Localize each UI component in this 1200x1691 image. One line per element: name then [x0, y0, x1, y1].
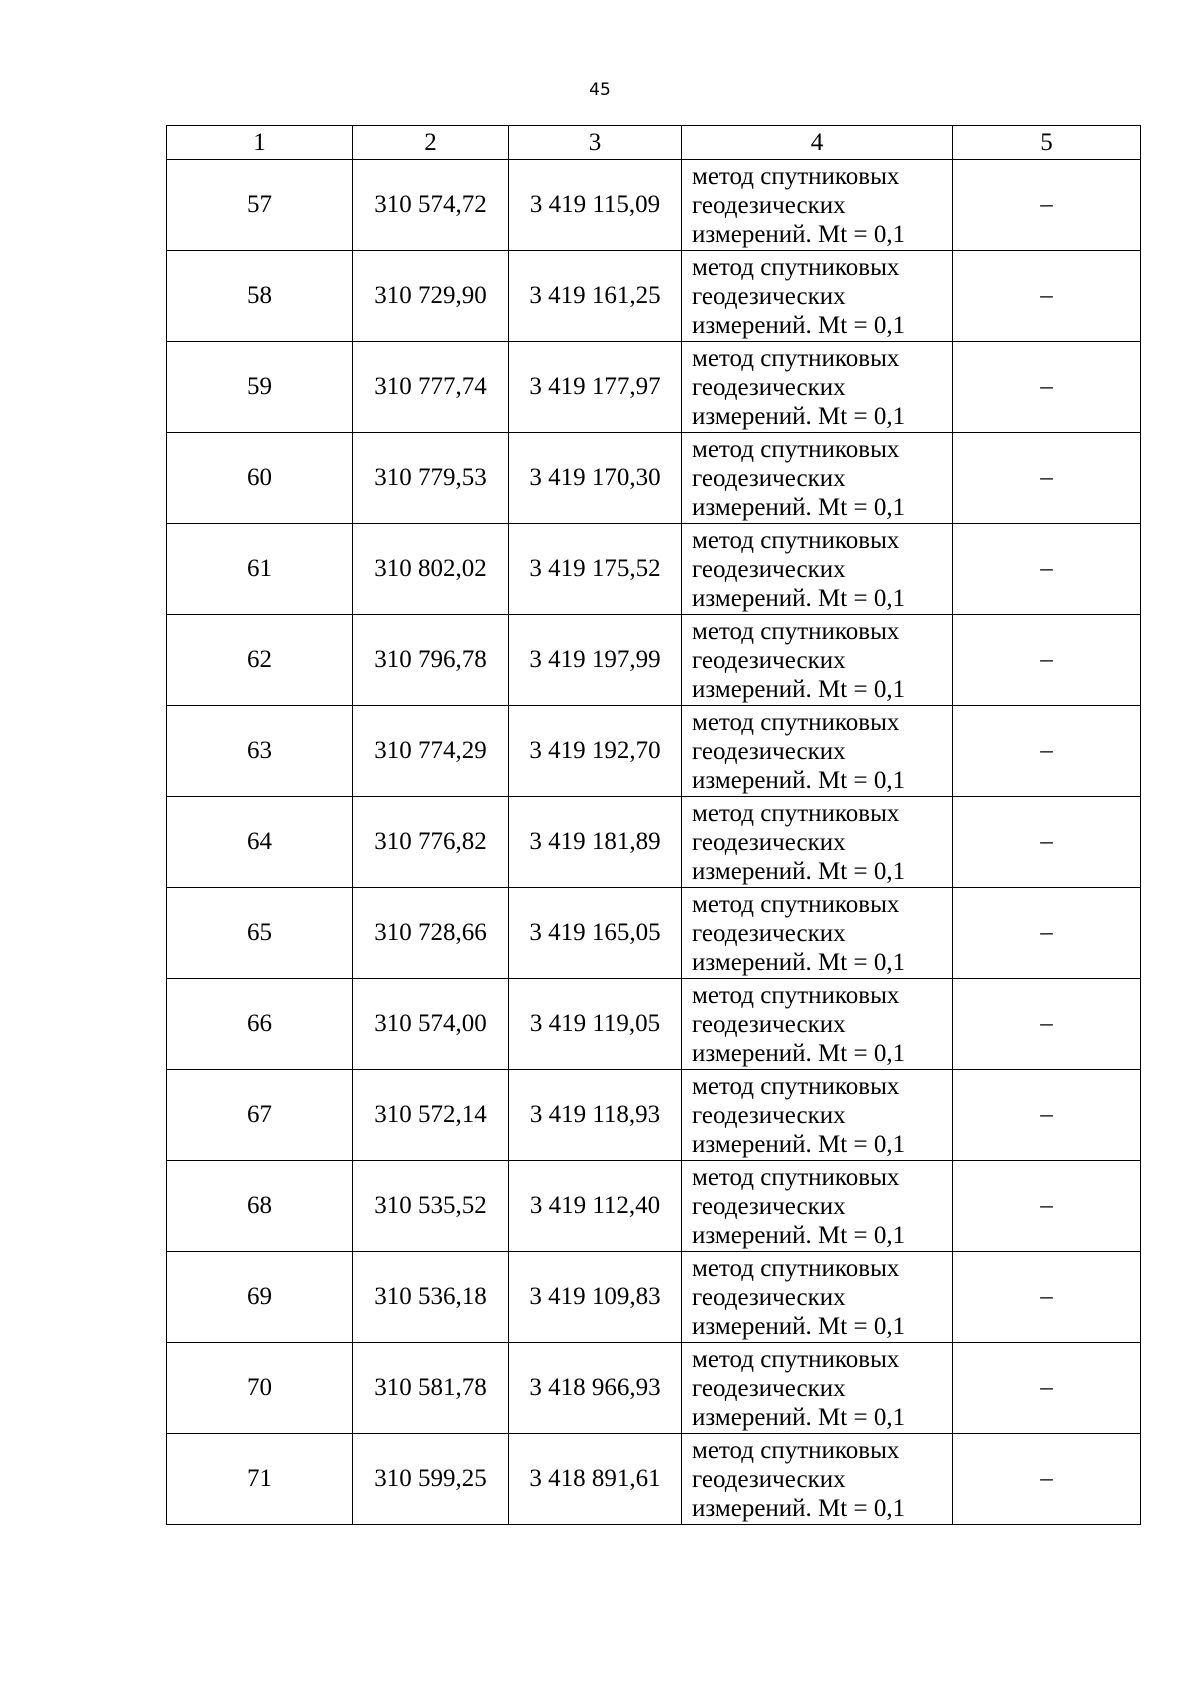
method-line: измерений. Mt = 0,1	[692, 402, 906, 430]
y-coordinate-cell: 3 419 181,89	[509, 797, 682, 888]
table-row	[167, 433, 1141, 524]
x-coordinate-cell: 310 777,74	[353, 342, 509, 433]
method-line: измерений. Mt = 0,1	[692, 675, 906, 703]
method-line: измерений. Mt = 0,1	[692, 1312, 906, 1340]
x-coordinate-cell: 310 572,14	[353, 1070, 509, 1161]
method-line: геодезических	[692, 1465, 846, 1493]
table-row	[167, 251, 1141, 342]
method-cell	[682, 615, 953, 706]
method-line: метод спутниковых	[692, 708, 900, 736]
method-cell	[682, 524, 953, 615]
method-line: измерений. Mt = 0,1	[692, 1221, 906, 1249]
x-coordinate-cell: 310 774,29	[353, 706, 509, 797]
point-number-cell: 67	[167, 1070, 353, 1161]
method-line: геодезических	[692, 191, 846, 219]
method-line: геодезических	[692, 555, 846, 583]
method-cell	[682, 1343, 953, 1434]
method-cell	[682, 1252, 953, 1343]
note-cell: –	[953, 1252, 1141, 1343]
method-line: геодезических	[692, 1374, 846, 1402]
note-cell: –	[953, 433, 1141, 524]
y-coordinate-cell: 3 419 112,40	[509, 1161, 682, 1252]
y-coordinate-cell: 3 419 197,99	[509, 615, 682, 706]
page-number: 45	[589, 80, 611, 100]
method-cell	[682, 706, 953, 797]
header-col-4: 4	[682, 126, 953, 160]
point-number-cell: 61	[167, 524, 353, 615]
method-line: измерений. Mt = 0,1	[692, 584, 906, 612]
y-coordinate-cell: 3 418 966,93	[509, 1343, 682, 1434]
header-col-5: 5	[953, 126, 1141, 160]
x-coordinate-cell: 310 599,25	[353, 1434, 509, 1525]
note-cell: –	[953, 342, 1141, 433]
method-line: метод спутниковых	[692, 981, 900, 1009]
y-coordinate-cell: 3 419 170,30	[509, 433, 682, 524]
header-col-1: 1	[167, 126, 353, 160]
method-line: метод спутниковых	[692, 1254, 900, 1282]
note-cell: –	[953, 1343, 1141, 1434]
note-cell: –	[953, 979, 1141, 1070]
point-number-cell: 70	[167, 1343, 353, 1434]
method-line: метод спутниковых	[692, 344, 900, 372]
method-line: измерений. Mt = 0,1	[692, 1130, 906, 1158]
point-number-cell: 58	[167, 251, 353, 342]
table-row	[167, 1161, 1141, 1252]
y-coordinate-cell: 3 419 175,52	[509, 524, 682, 615]
note-cell: –	[953, 797, 1141, 888]
table-row	[167, 1343, 1141, 1434]
method-line: измерений. Mt = 0,1	[692, 220, 906, 248]
table-row	[167, 797, 1141, 888]
method-line: метод спутниковых	[692, 526, 900, 554]
note-cell: –	[953, 160, 1141, 251]
method-line: измерений. Mt = 0,1	[692, 1403, 906, 1431]
method-line: геодезических	[692, 1192, 846, 1220]
y-coordinate-cell: 3 419 115,09	[509, 160, 682, 251]
y-coordinate-cell: 3 419 165,05	[509, 888, 682, 979]
table-header-row	[167, 126, 1141, 160]
method-line: геодезических	[692, 828, 846, 856]
table-row	[167, 1434, 1141, 1525]
method-cell	[682, 797, 953, 888]
y-coordinate-cell: 3 419 119,05	[509, 979, 682, 1070]
method-line: геодезических	[692, 282, 846, 310]
method-line: геодезических	[692, 737, 846, 765]
y-coordinate-cell: 3 419 161,25	[509, 251, 682, 342]
method-line: метод спутниковых	[692, 1436, 900, 1464]
table-row	[167, 524, 1141, 615]
x-coordinate-cell: 310 535,52	[353, 1161, 509, 1252]
method-line: измерений. Mt = 0,1	[692, 493, 906, 521]
point-number-cell: 65	[167, 888, 353, 979]
note-cell: –	[953, 524, 1141, 615]
method-line: измерений. Mt = 0,1	[692, 766, 906, 794]
method-cell	[682, 1434, 953, 1525]
point-number-cell: 68	[167, 1161, 353, 1252]
table-row	[167, 615, 1141, 706]
method-cell	[682, 979, 953, 1070]
method-cell	[682, 251, 953, 342]
method-line: измерений. Mt = 0,1	[692, 1039, 906, 1067]
y-coordinate-cell: 3 419 118,93	[509, 1070, 682, 1161]
y-coordinate-cell: 3 419 109,83	[509, 1252, 682, 1343]
x-coordinate-cell: 310 802,02	[353, 524, 509, 615]
x-coordinate-cell: 310 536,18	[353, 1252, 509, 1343]
method-line: измерений. Mt = 0,1	[692, 948, 906, 976]
table-row	[167, 1070, 1141, 1161]
table-row	[167, 888, 1141, 979]
note-cell: –	[953, 888, 1141, 979]
note-cell: –	[953, 1434, 1141, 1525]
method-line: метод спутниковых	[692, 1345, 900, 1373]
note-cell: –	[953, 251, 1141, 342]
method-line: измерений. Mt = 0,1	[692, 857, 906, 885]
x-coordinate-cell: 310 574,00	[353, 979, 509, 1070]
method-line: метод спутниковых	[692, 617, 900, 645]
point-number-cell: 62	[167, 615, 353, 706]
point-number-cell: 69	[167, 1252, 353, 1343]
method-line: метод спутниковых	[692, 1163, 900, 1191]
x-coordinate-cell: 310 574,72	[353, 160, 509, 251]
x-coordinate-cell: 310 581,78	[353, 1343, 509, 1434]
table-body	[167, 160, 1141, 1525]
point-number-cell: 57	[167, 160, 353, 251]
method-line: геодезических	[692, 1101, 846, 1129]
y-coordinate-cell: 3 418 891,61	[509, 1434, 682, 1525]
x-coordinate-cell: 310 728,66	[353, 888, 509, 979]
method-line: геодезических	[692, 373, 846, 401]
point-number-cell: 59	[167, 342, 353, 433]
table-row	[167, 1252, 1141, 1343]
method-line: метод спутниковых	[692, 162, 900, 190]
x-coordinate-cell: 310 729,90	[353, 251, 509, 342]
method-line: геодезических	[692, 1010, 846, 1038]
method-cell	[682, 888, 953, 979]
table-row	[167, 706, 1141, 797]
point-number-cell: 71	[167, 1434, 353, 1525]
header-col-2: 2	[353, 126, 509, 160]
point-number-cell: 60	[167, 433, 353, 524]
method-line: метод спутниковых	[692, 253, 900, 281]
method-line: геодезических	[692, 919, 846, 947]
method-cell	[682, 342, 953, 433]
method-line: геодезических	[692, 646, 846, 674]
note-cell: –	[953, 706, 1141, 797]
point-number-cell: 64	[167, 797, 353, 888]
method-line: геодезических	[692, 1283, 846, 1311]
method-line: метод спутниковых	[692, 799, 900, 827]
y-coordinate-cell: 3 419 192,70	[509, 706, 682, 797]
coordinates-table	[166, 125, 1141, 1525]
note-cell: –	[953, 1161, 1141, 1252]
table-row	[167, 342, 1141, 433]
method-cell	[682, 160, 953, 251]
table-row	[167, 979, 1141, 1070]
point-number-cell: 63	[167, 706, 353, 797]
x-coordinate-cell: 310 779,53	[353, 433, 509, 524]
note-cell: –	[953, 615, 1141, 706]
x-coordinate-cell: 310 796,78	[353, 615, 509, 706]
method-line: метод спутниковых	[692, 1072, 900, 1100]
method-line: измерений. Mt = 0,1	[692, 311, 906, 339]
header-col-3: 3	[509, 126, 682, 160]
method-line: метод спутниковых	[692, 890, 900, 918]
method-cell	[682, 1070, 953, 1161]
y-coordinate-cell: 3 419 177,97	[509, 342, 682, 433]
table-row	[167, 160, 1141, 251]
method-line: метод спутниковых	[692, 435, 900, 463]
method-line: геодезических	[692, 464, 846, 492]
method-cell	[682, 433, 953, 524]
note-cell: –	[953, 1070, 1141, 1161]
method-cell	[682, 1161, 953, 1252]
x-coordinate-cell: 310 776,82	[353, 797, 509, 888]
method-line: измерений. Mt = 0,1	[692, 1494, 906, 1522]
point-number-cell: 66	[167, 979, 353, 1070]
